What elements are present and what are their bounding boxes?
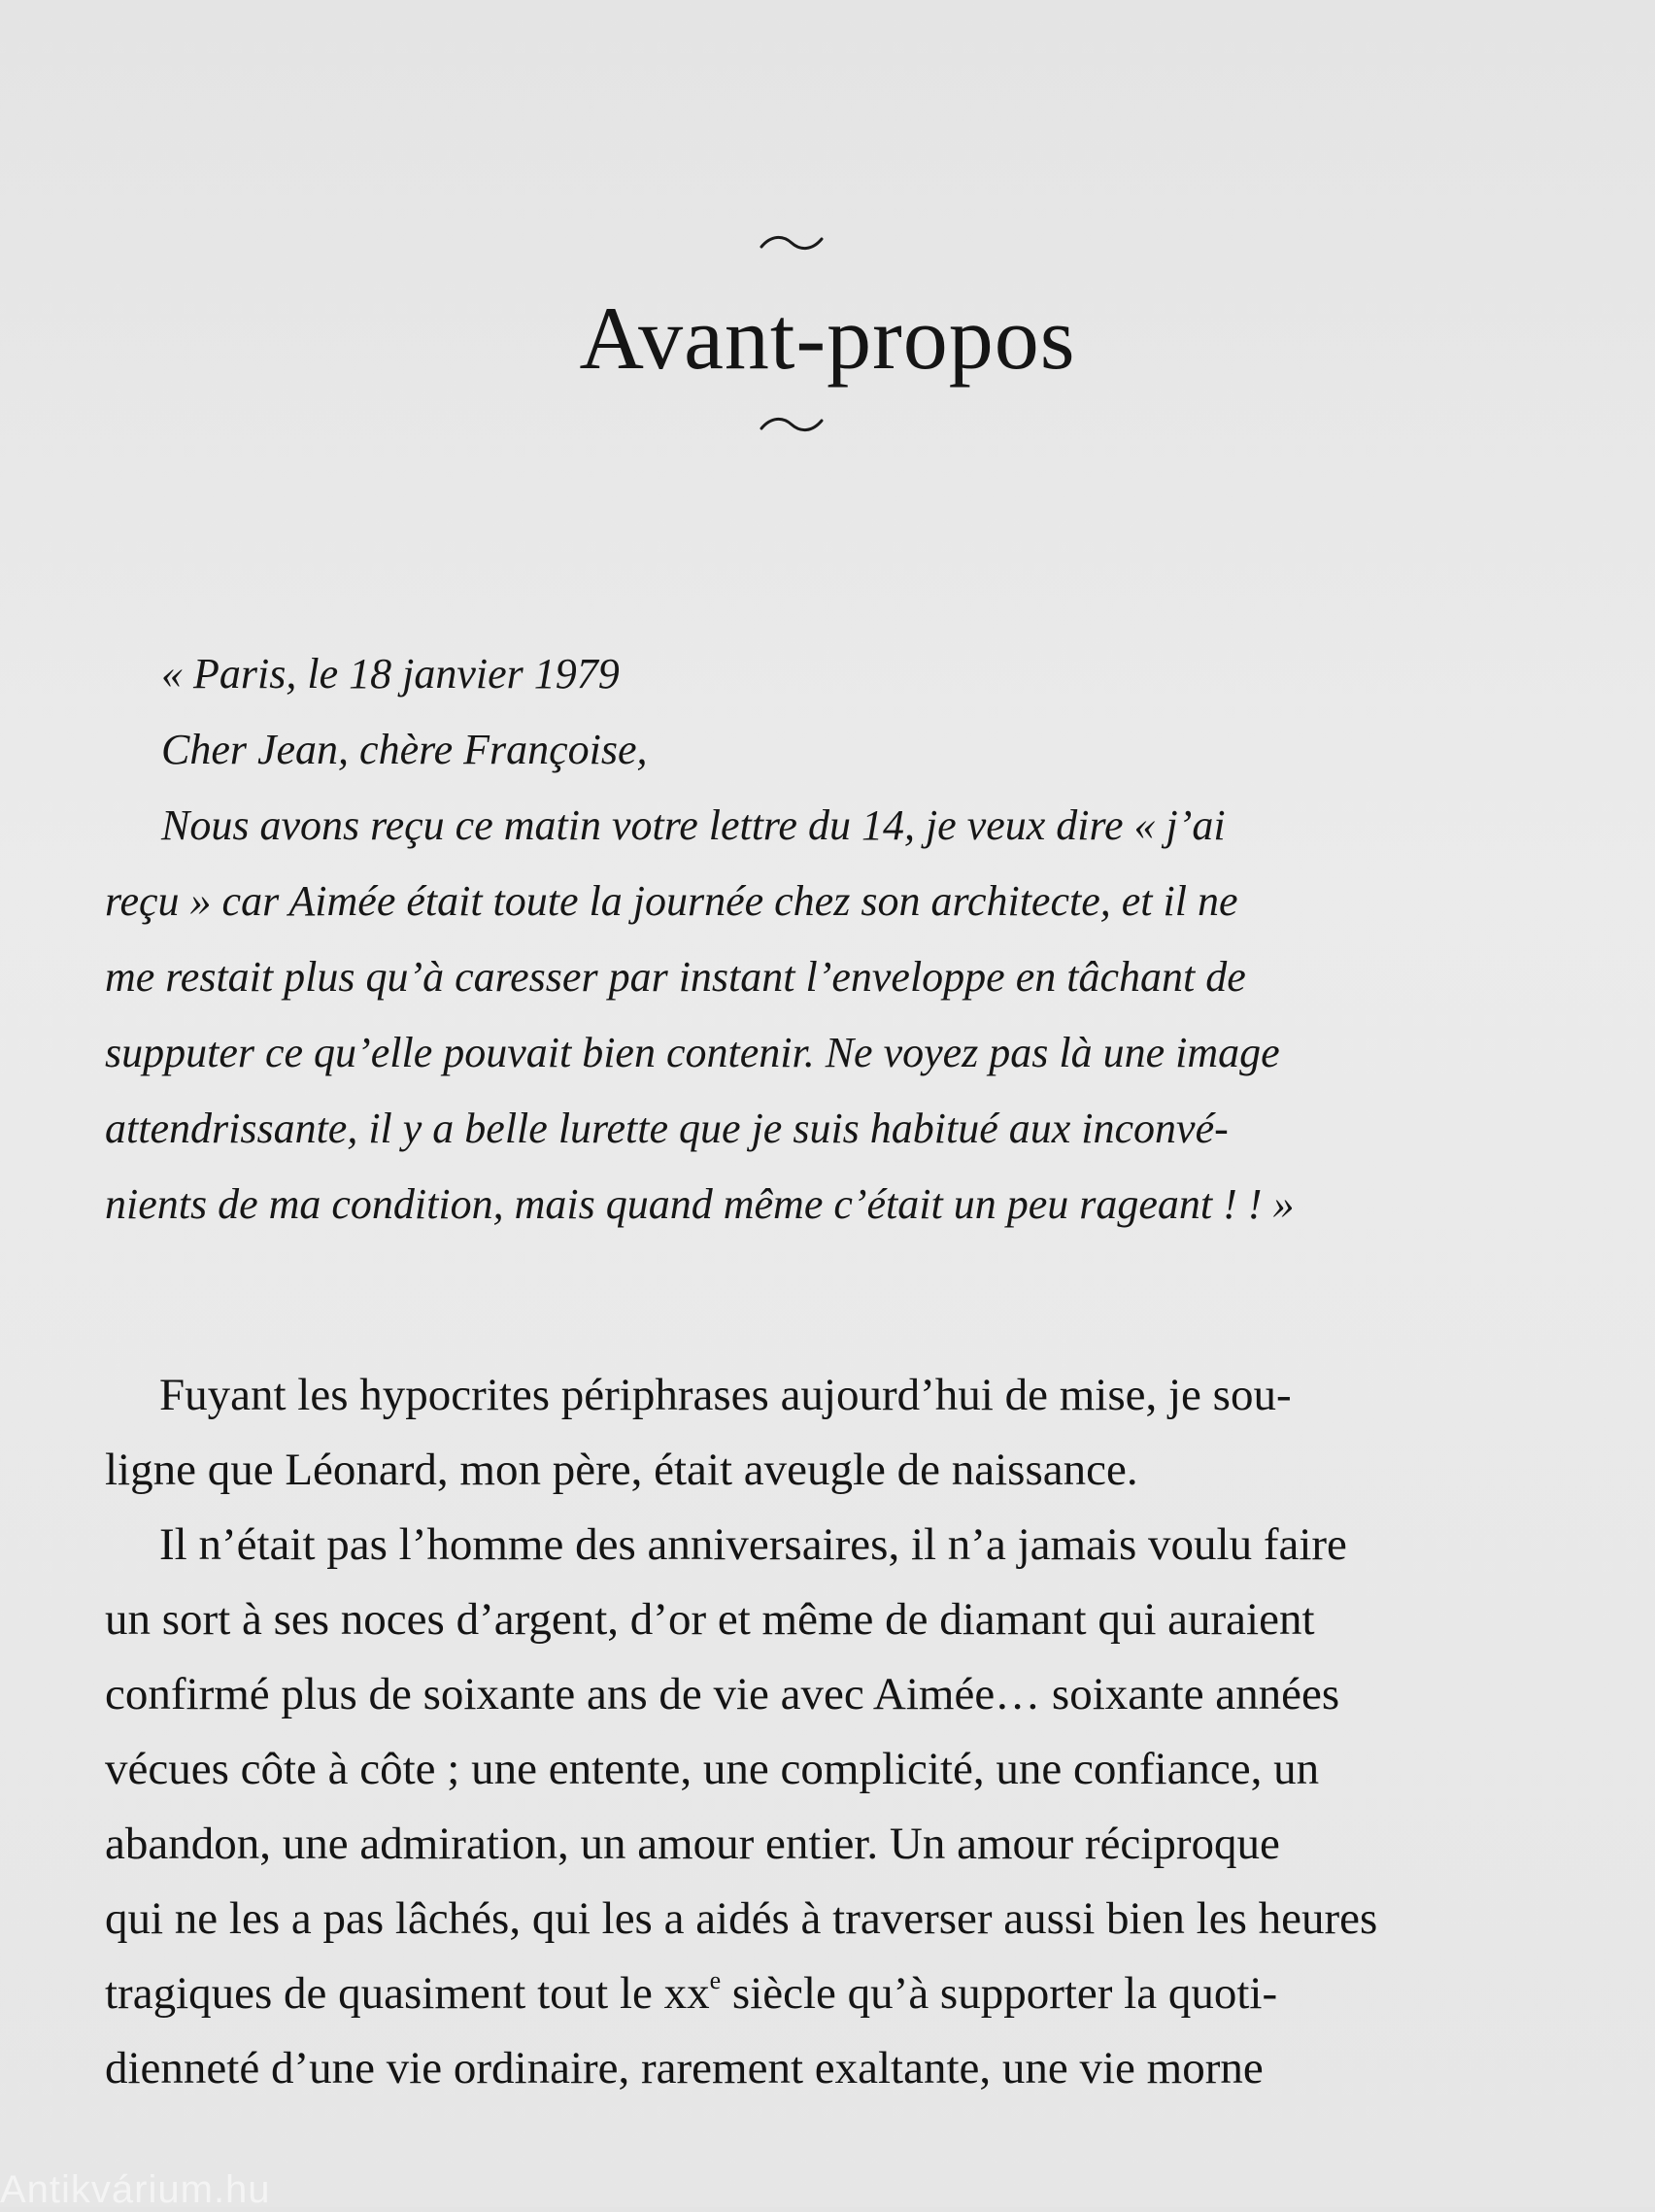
body-line: Il n’était pas l’homme des anniversaires, il n’a jamais voulu faire [159,1519,1347,1570]
body-line: confirmé plus de soixante ans de vie avec Aimée… soixante années [105,1669,1340,1719]
body-line: qui ne les a pas lâchés, qui les a aidés à traverser aussi bien les heures [105,1893,1378,1944]
letter-line: supputer ce qu’elle pouvait bien contenir. Ne voyez pas là une image [105,1029,1280,1076]
watermark: Antikvárium.hu [0,2168,271,2211]
page-title: Avant-propos [579,289,1076,388]
century-superscript: e [709,1966,722,1994]
body-line-part: siècle qu’à supporter la quoti- [721,1968,1278,2019]
body-line [105,1957,1513,2031]
body-line: dienneté d’une vie ordinaire, rarement exaltante, une vie morne [105,2043,1264,2093]
body-line: un sort à ses noces d’argent, d’or et même de diamant qui auraient [105,1594,1315,1645]
letter-line: attendrissante, il y a belle lurette que je suis habitué aux inconvé- [105,1105,1229,1152]
body-line: ligne que Léonard, mon père, était aveugle de naissance. [105,1445,1138,1495]
letter-line: reçu » car Aimée était toute la journée chez son architecte, et il ne [105,877,1238,925]
letter-line: nients de ma condition, mais quand même c’était un peu rageant ! ! » [105,1180,1295,1228]
body-line: vécues côte à côte ; une entente, une complicité, une confiance, un [105,1744,1320,1794]
body-line: abandon, une admiration, un amour entier. Un amour réciproque [105,1819,1280,1869]
quoted-letter [105,636,1513,1242]
letter-line: me restait plus qu’à caresser par instant l’enveloppe en tâchant de [105,953,1246,1001]
bottom-ornament-icon [758,413,826,436]
body-paragraphs [105,1358,1513,2106]
letter-line: Cher Jean, chère Françoise, [161,726,648,773]
body-line: Fuyant les hypocrites périphrases aujourd’hui de mise, je sou- [159,1370,1292,1420]
letter-line: Nous avons reçu ce matin votre lettre du 14, je veux dire « j’ai [161,801,1226,849]
letter-line: « Paris, le 18 janvier 1979 [161,650,620,698]
top-ornament-icon [758,231,826,255]
body-line-part: tragiques de quasiment tout le xx [105,1968,710,2019]
